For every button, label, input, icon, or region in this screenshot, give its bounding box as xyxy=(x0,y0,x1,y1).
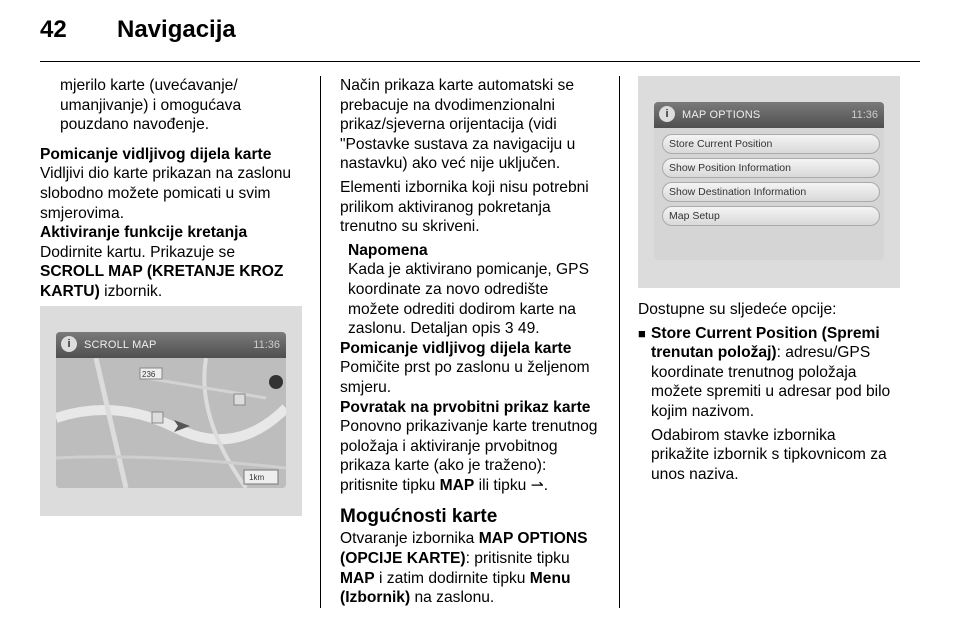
note-title: Napomena xyxy=(348,241,428,259)
text-line: Dodirnite kartu. Prikazuje se xyxy=(40,243,236,261)
text-span: pritisnite tipku xyxy=(340,476,440,494)
text-line: prikaz/sjeverna orijentacija (vidi xyxy=(340,116,557,134)
text-line: Dostupne su sljedeće opcije: xyxy=(638,301,837,318)
bold-term: (Izbornik) xyxy=(340,589,411,607)
bullet-marker: ■ xyxy=(638,325,646,341)
bold-term: trenutan položaj) xyxy=(651,344,777,362)
subheading: Povratak na prvobitni prikaz karte xyxy=(340,398,591,416)
text-span: Otvaranje izbornika xyxy=(340,530,479,548)
text-span: izbornik. xyxy=(99,282,163,300)
bold-term: MAP xyxy=(439,476,475,494)
bold-term: (OPCIJE KARTE) xyxy=(340,550,466,568)
text-line: Vidljivi dio karte prikazan na zaslonu xyxy=(40,165,292,183)
screen-title-bar xyxy=(56,332,286,358)
text-line xyxy=(651,343,890,363)
store-position-button[interactable]: Store Current Position xyxy=(662,134,880,154)
map-view[interactable] xyxy=(56,358,286,488)
screen-title-bar xyxy=(654,102,884,128)
text-span: : pritisnite tipku xyxy=(465,550,570,568)
text-line xyxy=(40,282,308,302)
text-span: ili tipku xyxy=(474,476,531,494)
column-1 xyxy=(40,76,308,302)
bold-term: MAP OPTIONS xyxy=(478,530,588,548)
text-line: smjeru. xyxy=(340,378,392,396)
text-span: i zatim dodirnite tipku xyxy=(374,569,530,587)
list-item xyxy=(638,324,906,485)
header-rule xyxy=(40,61,920,62)
text-line: "Postavke sustava za navigaciju u xyxy=(340,135,576,153)
text-line: trenutno su skriveni. xyxy=(340,218,480,236)
text-line xyxy=(340,549,610,569)
column-3 xyxy=(638,300,906,484)
text-line: Elementi izbornika koji nisu potrebni xyxy=(340,178,589,196)
text-line: SCROLL MAP (KRETANJE KROZ xyxy=(40,263,284,281)
bold-term: MAP xyxy=(340,569,375,587)
text-line xyxy=(340,588,610,608)
options-menu xyxy=(654,128,884,260)
page-number: 42 xyxy=(40,16,67,43)
column-divider xyxy=(320,76,321,608)
text-line: Kada je aktivirano pomicanje, GPS xyxy=(348,261,589,279)
text-line: slobodno možete pomicati u svim xyxy=(40,184,271,202)
show-position-info-button[interactable]: Show Position Information xyxy=(662,158,880,178)
column-2 xyxy=(340,76,610,608)
bold-term: KARTU) xyxy=(40,282,100,300)
text-line: položaja i aktiviranje prvobitnog xyxy=(340,437,558,455)
text-line: kojim nazivom. xyxy=(651,402,755,420)
text-line: unos naziva. xyxy=(651,465,739,483)
text-line: nastavku) ako već nije uključen. xyxy=(340,155,561,173)
back-symbol: ⇀. xyxy=(530,476,549,494)
text-line: Način prikaza karte automatski se xyxy=(340,77,575,94)
info-icon: i xyxy=(659,106,675,122)
intro-text xyxy=(40,76,308,135)
text-line: možete odrediti dodirom karte na xyxy=(348,300,576,318)
text-line: Odabirom stavke izbornika xyxy=(651,426,836,444)
text-span: : adresu/GPS xyxy=(776,344,871,362)
subheading: Aktiviranje funkcije kretanja xyxy=(40,224,248,242)
nav-screen xyxy=(654,102,884,260)
text-line: mjerilo karte (uvećavanje/ xyxy=(60,77,238,94)
text-line: umanjivanje) i omogućava xyxy=(60,96,242,114)
text-line: koordinate za novo odredište xyxy=(348,280,549,298)
screen-time: 11:36 xyxy=(253,339,280,351)
screen-title: SCROLL MAP xyxy=(84,339,157,351)
screen-time: 11:36 xyxy=(851,109,878,121)
compass-icon xyxy=(269,375,283,389)
map-options-screenshot xyxy=(638,76,900,288)
subheading: Pomicanje vidljivog dijela karte xyxy=(340,339,572,357)
text-line: Ponovno prikazivanje karte trenutnog xyxy=(340,418,598,436)
map-setup-button[interactable]: Map Setup xyxy=(662,206,880,226)
road-label: 236 xyxy=(142,370,156,379)
text-line: Store Current Position (Spremi xyxy=(651,324,880,342)
text-line: prikažite izbornik s tipkovnicom za xyxy=(651,446,887,464)
text-line: prilikom aktiviranog pokretanja xyxy=(340,198,551,216)
text-line xyxy=(340,569,610,589)
show-destination-info-button[interactable]: Show Destination Information xyxy=(662,182,880,202)
text-line: pouzdano navođenje. xyxy=(60,116,210,134)
text-line: Pomičite prst po zaslonu u željenom xyxy=(340,359,590,377)
bold-term: Menu xyxy=(529,569,571,587)
column-divider xyxy=(619,76,620,608)
text-line xyxy=(340,529,610,549)
text-line: možete spremiti u adresar pod bilo xyxy=(651,383,891,401)
note-box xyxy=(340,241,610,339)
section-title: Mogućnosti karte xyxy=(340,506,498,528)
page-reference[interactable]: 3 49. xyxy=(504,320,540,338)
nav-screen xyxy=(56,332,286,488)
text-span: zaslonu. Detaljan opis xyxy=(348,320,505,338)
text-line: prikaza karte (ako je traženo): xyxy=(340,457,547,475)
text-line: prebacuje na dvodimenzionalni xyxy=(340,96,555,114)
screen-title: MAP OPTIONS xyxy=(682,109,761,121)
text-line: koordinate trenutnog položaja xyxy=(651,363,857,381)
text-line: smjerovima. xyxy=(40,204,125,222)
page-header xyxy=(0,0,960,62)
subheading: Pomicanje vidljivog dijela karte xyxy=(40,145,272,163)
scroll-map-screenshot xyxy=(40,306,302,516)
text-line xyxy=(348,319,610,339)
text-line xyxy=(340,476,610,496)
map-scale: 1km xyxy=(249,473,265,482)
info-icon: i xyxy=(61,336,77,352)
text-span: na zaslonu. xyxy=(410,589,495,607)
chapter-title: Navigacija xyxy=(117,16,236,43)
